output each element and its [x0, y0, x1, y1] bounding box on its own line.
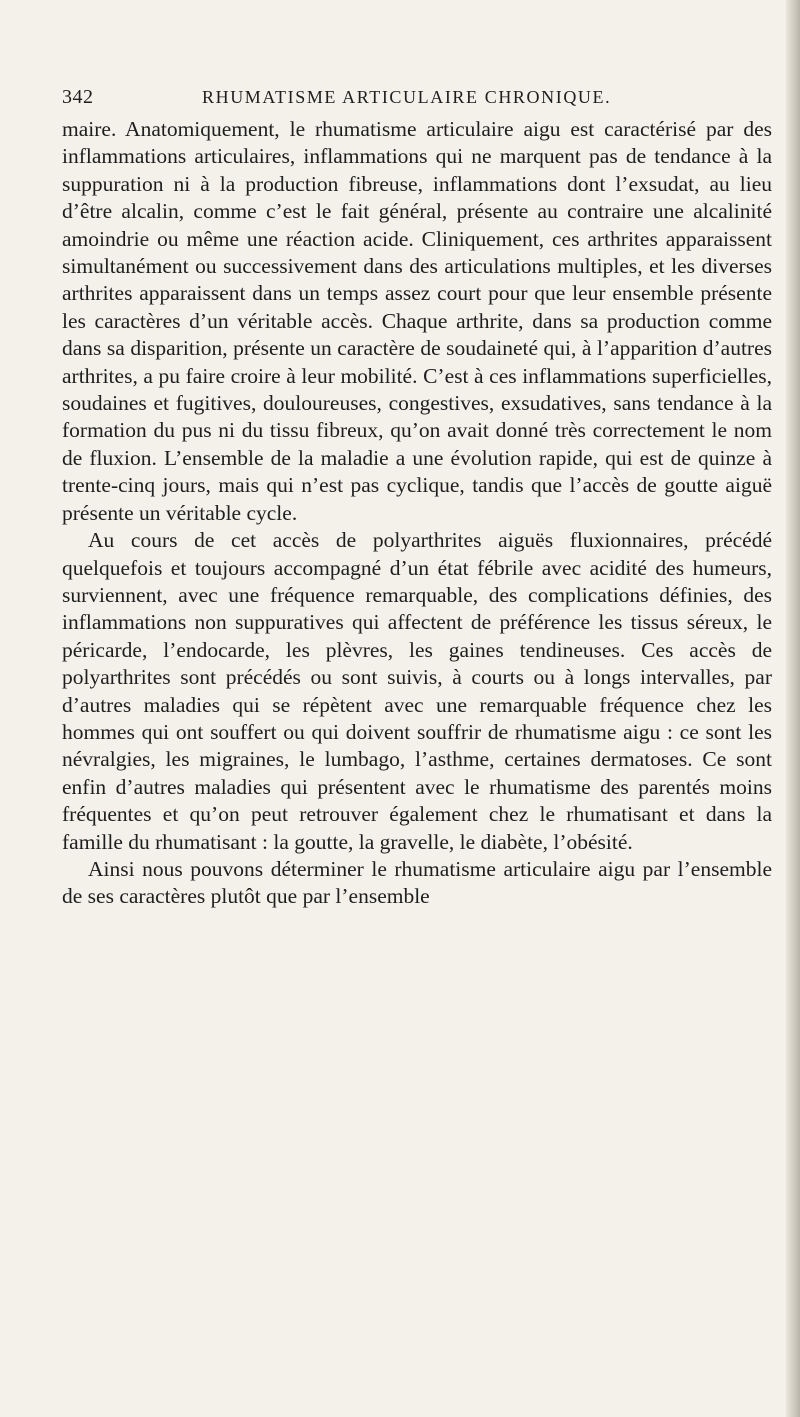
paragraph-3: Ainsi nous pouvons déterminer le rhumatisme articulaire aigu par l’ensemble de ses caractères plutôt que par l’ensemble — [62, 856, 772, 909]
paragraph-1: maire. Anatomiquement, le rhumatisme articulaire aigu est caractérisé par des inflammations articulaires, inflammations qui ne marquent pas de tendance à la suppuration ni à la production fibreuse, inflammations dont l’exsudat, au lieu d’être alcalin, comme c’est le fait général, présente au contraire une alcalinité amoindrie ou même une réaction acide. Cliniquement, ces arthrites apparaissent simultanément ou successivement dans des articulations multiples, et les diverses arthrites apparaissent dans un temps assez court pour que leur ensemble présente les caractères d’un véritable accès. Chaque arthrite, dans sa production comme dans sa disparition, présente un caractère de soudaineté qui, à l’apparition d’autres arthrites, a pu faire croire à leur mobilité. C’est à ces inflammations superficielles, soudaines et fugitives, douloureuses, congestives, exsudatives, sans tendance à la formation du pus ni du tissu fibreux, qu’on avait donné très correctement le nom de fluxion. L’ensemble de la maladie a une évolution rapide, qui est de quinze à trente-cinq jours, mais qui n’est pas cyclique, tandis que l’accès de goutte aiguë présente un véritable cycle. — [62, 117, 772, 525]
paragraph-2: Au cours de cet accès de polyarthrites aiguës fluxionnaires, précédé quelquefois et toujours accompagné d’un état fébrile avec acidité des humeurs, surviennent, avec une fréquence remarquable, des complications définies, des inflammations non suppuratives qui affectent de préférence les tissus séreux, le péricarde, l’endocarde, les plèvres, les gaines tendineuses. Ces accès de polyarthrites sont précédés ou sont suivis, à courts ou à longs intervalles, par d’autres maladies qui se répètent avec une remarquable fréquence chez les hommes qui ont souffert ou qui doivent souffrir de rhumatisme aigu : ce sont les névralgies, les migraines, le lumbago, l’asthme, certaines dermatoses. Ce sont enfin d’autres maladies qui présentent avec le rhumatisme des parentés moins fréquentes et qu’on peut retrouver également chez le rhumatisant et dans la famille du rhumatisant : la goutte, la gravelle, le diabète, l’obésité. — [62, 528, 772, 854]
body-text — [62, 116, 772, 911]
book-page — [62, 86, 772, 911]
running-title: RHUMATISME ARTICULAIRE CHRONIQUE. — [202, 87, 612, 107]
page-header — [62, 86, 772, 116]
page-number: 342 — [62, 86, 94, 108]
page-edge-shadow — [786, 0, 800, 1417]
